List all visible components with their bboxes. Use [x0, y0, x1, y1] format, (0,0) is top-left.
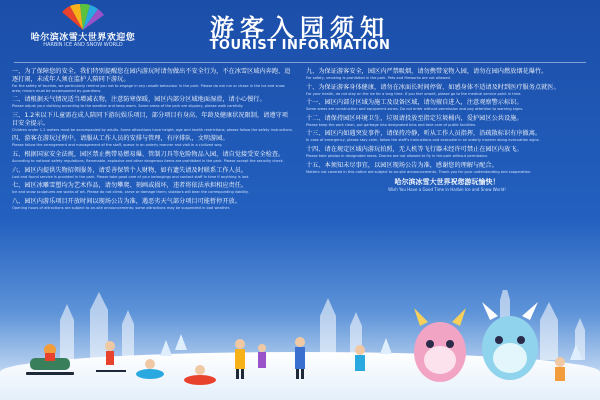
rule-text-cn: 四、游客在游玩过程中，请服从工作人员的安排与管理，有序排队，文明游园。 — [12, 135, 229, 143]
logo-title: 哈尔滨冰雪大世界欢迎您 — [30, 33, 136, 43]
rule-item — [306, 84, 588, 97]
rule-text-en: For your health, do not stay on the ice for a long time. If you feel unwell, please go to the medical service point in time. — [306, 91, 522, 96]
page-title: 游客入园须知 — [210, 14, 390, 42]
rule-text-en: Children under 1.2 meters must be accompanied by adults. Some attractions have height, age and health restrictions; please follow the safety instructions. — [12, 127, 293, 132]
rule-text-en: Please follow the arrangement and management of the staff, queue in an orderly manner and visit in a civilized way. — [12, 143, 223, 148]
rule-text-cn: 八、园区内游乐项目开放时间以现场公告为准，遇恶劣天气部分项目可能暂停开放。 — [12, 197, 241, 205]
rule-text-en: For safety, smoking is prohibited in the park. Pets and fireworks are not allowed. — [306, 76, 451, 80]
rule-text-en: Please adjust your clothing according to the weather and keep warm. Some areas of the park are slippery, please walk carefully. — [12, 104, 244, 109]
rule-item — [306, 130, 588, 143]
closing-text-cn: 哈尔滨冰雪大世界祝您游玩愉快！ — [394, 178, 500, 187]
rule-text-cn: 十、为保证游客身体健康，请勿在冰面长时间停留，如感身体不适请及时到医疗服务点就医。 — [306, 83, 560, 91]
rule-text-cn: 十一、园区内部分区域为施工及设备区域，请勿擅自进入，注意观察警示标识。 — [306, 99, 523, 107]
closing-message — [306, 178, 588, 192]
rule-text-cn: 十五、本须知未尽事宜，以园区现场公告为准，感谢您的理解与配合。 — [306, 161, 498, 169]
snowmobile — [26, 344, 74, 375]
rule-text-en: Opening hours of attractions are subject to on-site announcements; some attractions may be suspended in bad weather. — [12, 205, 231, 210]
rule-item — [12, 96, 294, 109]
rule-text-cn: 一、为了保障您的安全，我们特别提醒您在园内游玩时请勿做出不安全行为，不在冰雪区域内奔跑、追逐打闹，未成年人须在监护人陪同下游玩。 — [12, 68, 291, 83]
rule-text-en: Please keep the park clean, put garbage into designated bins and take care of public facilities. — [306, 122, 477, 127]
closing-text-en: Wish You Have a Good Time in Harbin Ice and Snow World! — [388, 187, 506, 193]
rule-item — [12, 135, 294, 148]
header-divider — [14, 62, 586, 63]
rule-text-cn: 二、请根据天气情况适当增减衣物，注意防寒保暖，园区内部分区域地面湿滑，请小心慢行。 — [12, 96, 266, 104]
rule-text-en: For the safety of tourists, we particularly remind you not to engage in any unsafe behaviour in the park. Please do not run or chase in the ice and snow area; minors must be accompanied by guardians. — [12, 84, 285, 93]
rule-text-cn: 九、为保证游客安全，园区内严禁吸烟，请勿携带宠物入园，请勿在园内燃放烟花爆竹。 — [306, 68, 548, 75]
tourists-illustration — [0, 290, 600, 400]
mascot-pink — [414, 308, 466, 382]
rule-text-en: In case of emergency, please stay calm, follow the staff's instructions and evacuate in an orderly manner along evacuation signs. — [306, 138, 540, 143]
page-subtitle: TOURIST INFORMATION — [209, 38, 391, 53]
rule-text-cn: 三、1.2米以下儿童需在成人陪同下游玩娱乐项目，部分项目有身高、年龄及健康状况限制，请遵守项目安全提示。 — [12, 111, 288, 127]
logo-subtitle: HARBIN ICE AND SNOW WORLD — [43, 42, 123, 48]
rule-item — [306, 162, 588, 175]
rule-item — [12, 151, 294, 164]
rule-text-cn: 六、园区内提供失物招领服务，请妥善保管个人财物，如有遗失请及时联系工作人员。 — [12, 166, 248, 174]
rule-item — [306, 68, 588, 81]
rule-item — [306, 146, 588, 159]
rule-text-cn: 五、根据国家安全法规，园区禁止携带易燃易爆、管制刀具等危险物品入园，请自觉接受安全检查。 — [12, 150, 285, 158]
rule-text-en: Some areas are construction and equipment zones. Do not enter without permission and pay attention to warning signs. — [306, 107, 524, 112]
rule-item — [306, 99, 588, 112]
rule-text-en: Lost and found service is provided in the park. Please take good care of your belongings and contact staff in time if anything is lost. — [12, 174, 250, 179]
rule-item — [12, 182, 294, 195]
rule-text-cn: 十三、园区内如遇突发事件，请保持冷静，听从工作人员指挥，沿疏散标识有序撤离。 — [306, 130, 542, 138]
rule-text-en: Ice and snow sculptures are works of art. Please do not climb, carve or damage them; violators will bear the corresponding liability. — [12, 190, 249, 195]
rule-text-en: According to national safety regulations, flammable, explosive and other dangerous items are prohibited in the park. Please accept the security check. — [12, 158, 284, 163]
mascot-blue — [482, 302, 538, 380]
rule-text-en: Matters not covered in this notice are subject to on-site announcements. Thank you for your understanding and cooperation. — [306, 169, 532, 174]
rule-text-cn: 十二、请保持园区环境卫生，垃圾请投放至指定垃圾桶内，爱护园区公共设施。 — [306, 114, 523, 122]
rule-item — [12, 68, 294, 93]
rule-item — [306, 115, 588, 128]
rules-column-right — [306, 68, 588, 192]
rule-text-cn: 十四、请在规定区域内游玩拍照，无人机等飞行器未经许可禁止在园区内放飞。 — [306, 145, 523, 153]
rule-text-en: Please take photos in designated areas. Drones are not allowed to fly in the park without permission. — [306, 153, 489, 158]
winter-scene-illustration — [0, 290, 600, 400]
rule-item — [12, 198, 294, 211]
rule-text-cn: 七、园区冰雕雪塑均为艺术作品，请勿攀爬、刻画或损坏，违者将依法承担相应责任。 — [12, 182, 248, 190]
rules-column-left — [12, 68, 294, 213]
rule-item — [12, 167, 294, 180]
rule-item — [12, 112, 294, 133]
